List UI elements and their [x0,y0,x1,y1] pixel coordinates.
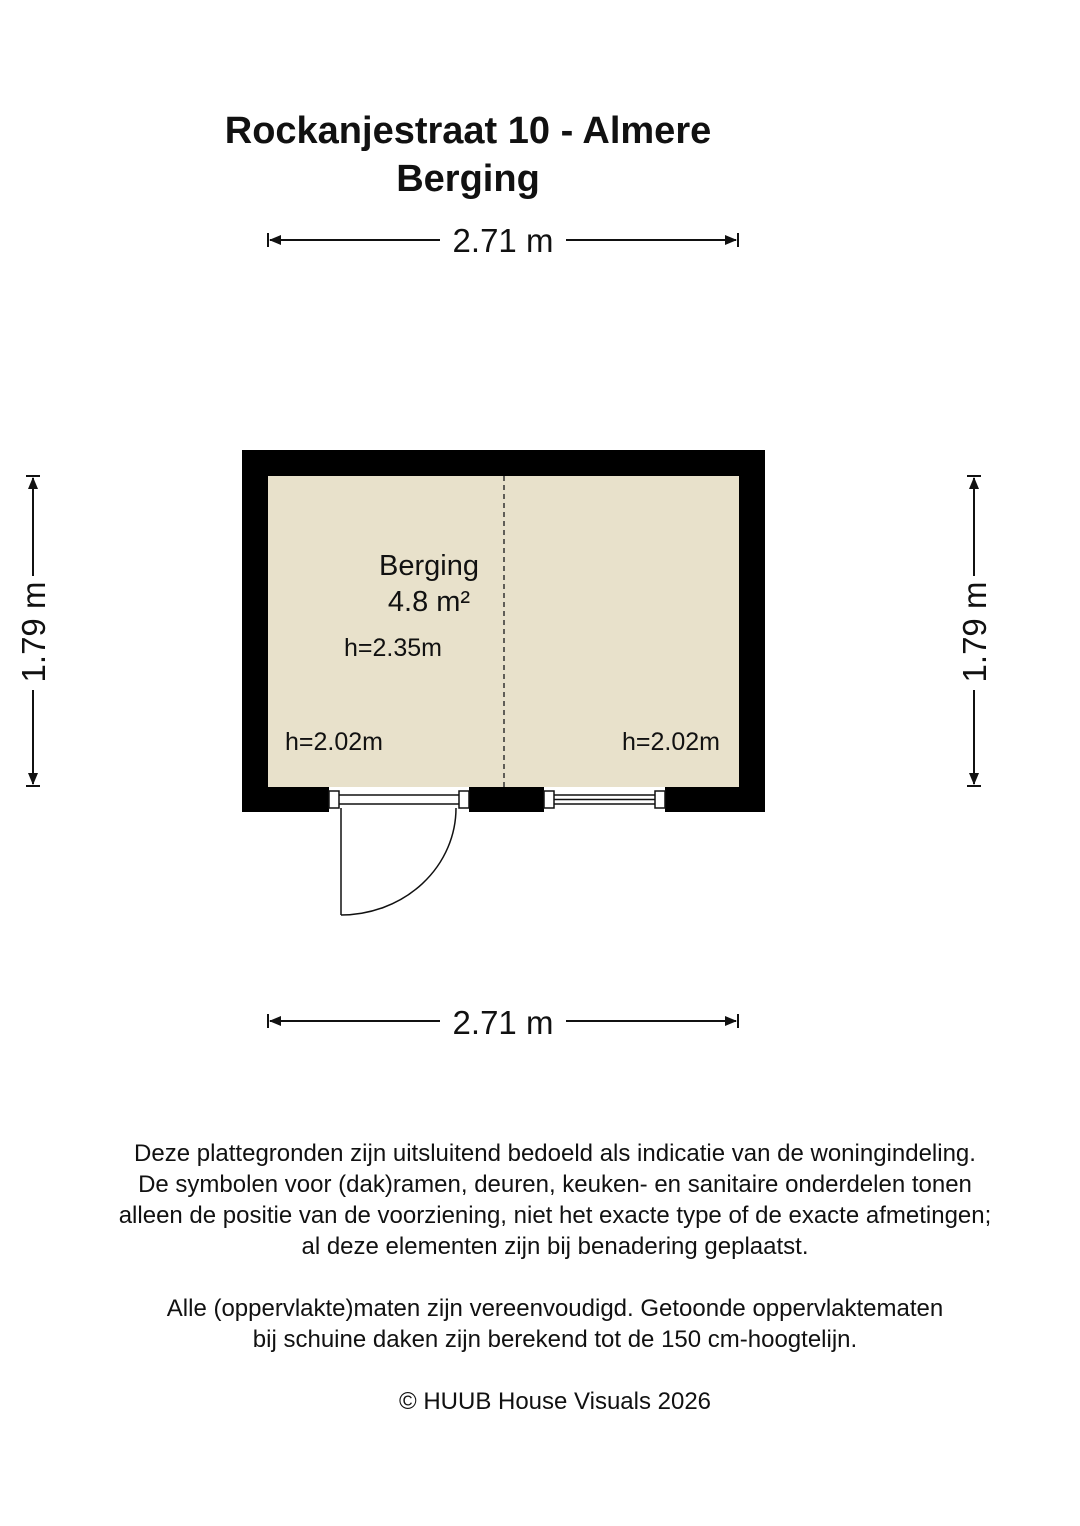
disclaimer-line: De symbolen voor (dak)ramen, deuren, keuken- en sanitaire onderdelen tonen [138,1171,972,1198]
disclaimer-block [0,1293,1080,1355]
top-dimension [268,222,738,259]
door-jamb [329,791,339,808]
window-jamb [544,791,554,808]
right-dimension [956,476,993,786]
left-depth-label: 1.79 m [15,581,52,683]
plan-subtitle: Berging [396,158,540,200]
right-eave-height-label: h=2.02m [622,728,720,756]
copyright-notice: © HUUB House Visuals 2026 [398,1388,712,1415]
disclaimer-line: Deze plattegronden zijn uitsluitend bedoeld als indicatie van de woningindeling. [134,1140,976,1167]
bottom-dimension [268,1004,738,1041]
right-depth-label: 1.79 m [956,581,993,683]
disclaimer-line: al deze elementen zijn bij benadering geplaatst. [301,1233,809,1260]
top-width-label: 2.71 m [452,222,554,259]
door-swing-arc [341,808,456,915]
disclaimer-line: Alle (oppervlakte)maten zijn vereenvoudigd. Getoonde oppervlaktematen [166,1295,944,1322]
room-area-label: 4.8 m² [387,586,471,618]
ridge-height-label: h=2.35m [344,634,442,662]
door-jamb [459,791,469,808]
disclaimer-line: alleen de positie van de voorziening, niet het exacte type of de exacte afmetingen; [118,1202,992,1229]
disclaimer-block [0,1138,1080,1262]
room-name-label: Berging [379,550,479,582]
door-opening [329,787,469,812]
disclaimer-line: bij schuine daken zijn berekend tot de 150 cm-hoogtelijn. [252,1326,858,1353]
left-eave-height-label: h=2.02m [285,728,383,756]
plan-title: Rockanjestraat 10 - Almere [224,110,712,152]
window-jamb [655,791,665,808]
room-berging [242,450,765,915]
left-dimension [15,476,52,786]
bottom-width-label: 2.71 m [452,1004,554,1041]
